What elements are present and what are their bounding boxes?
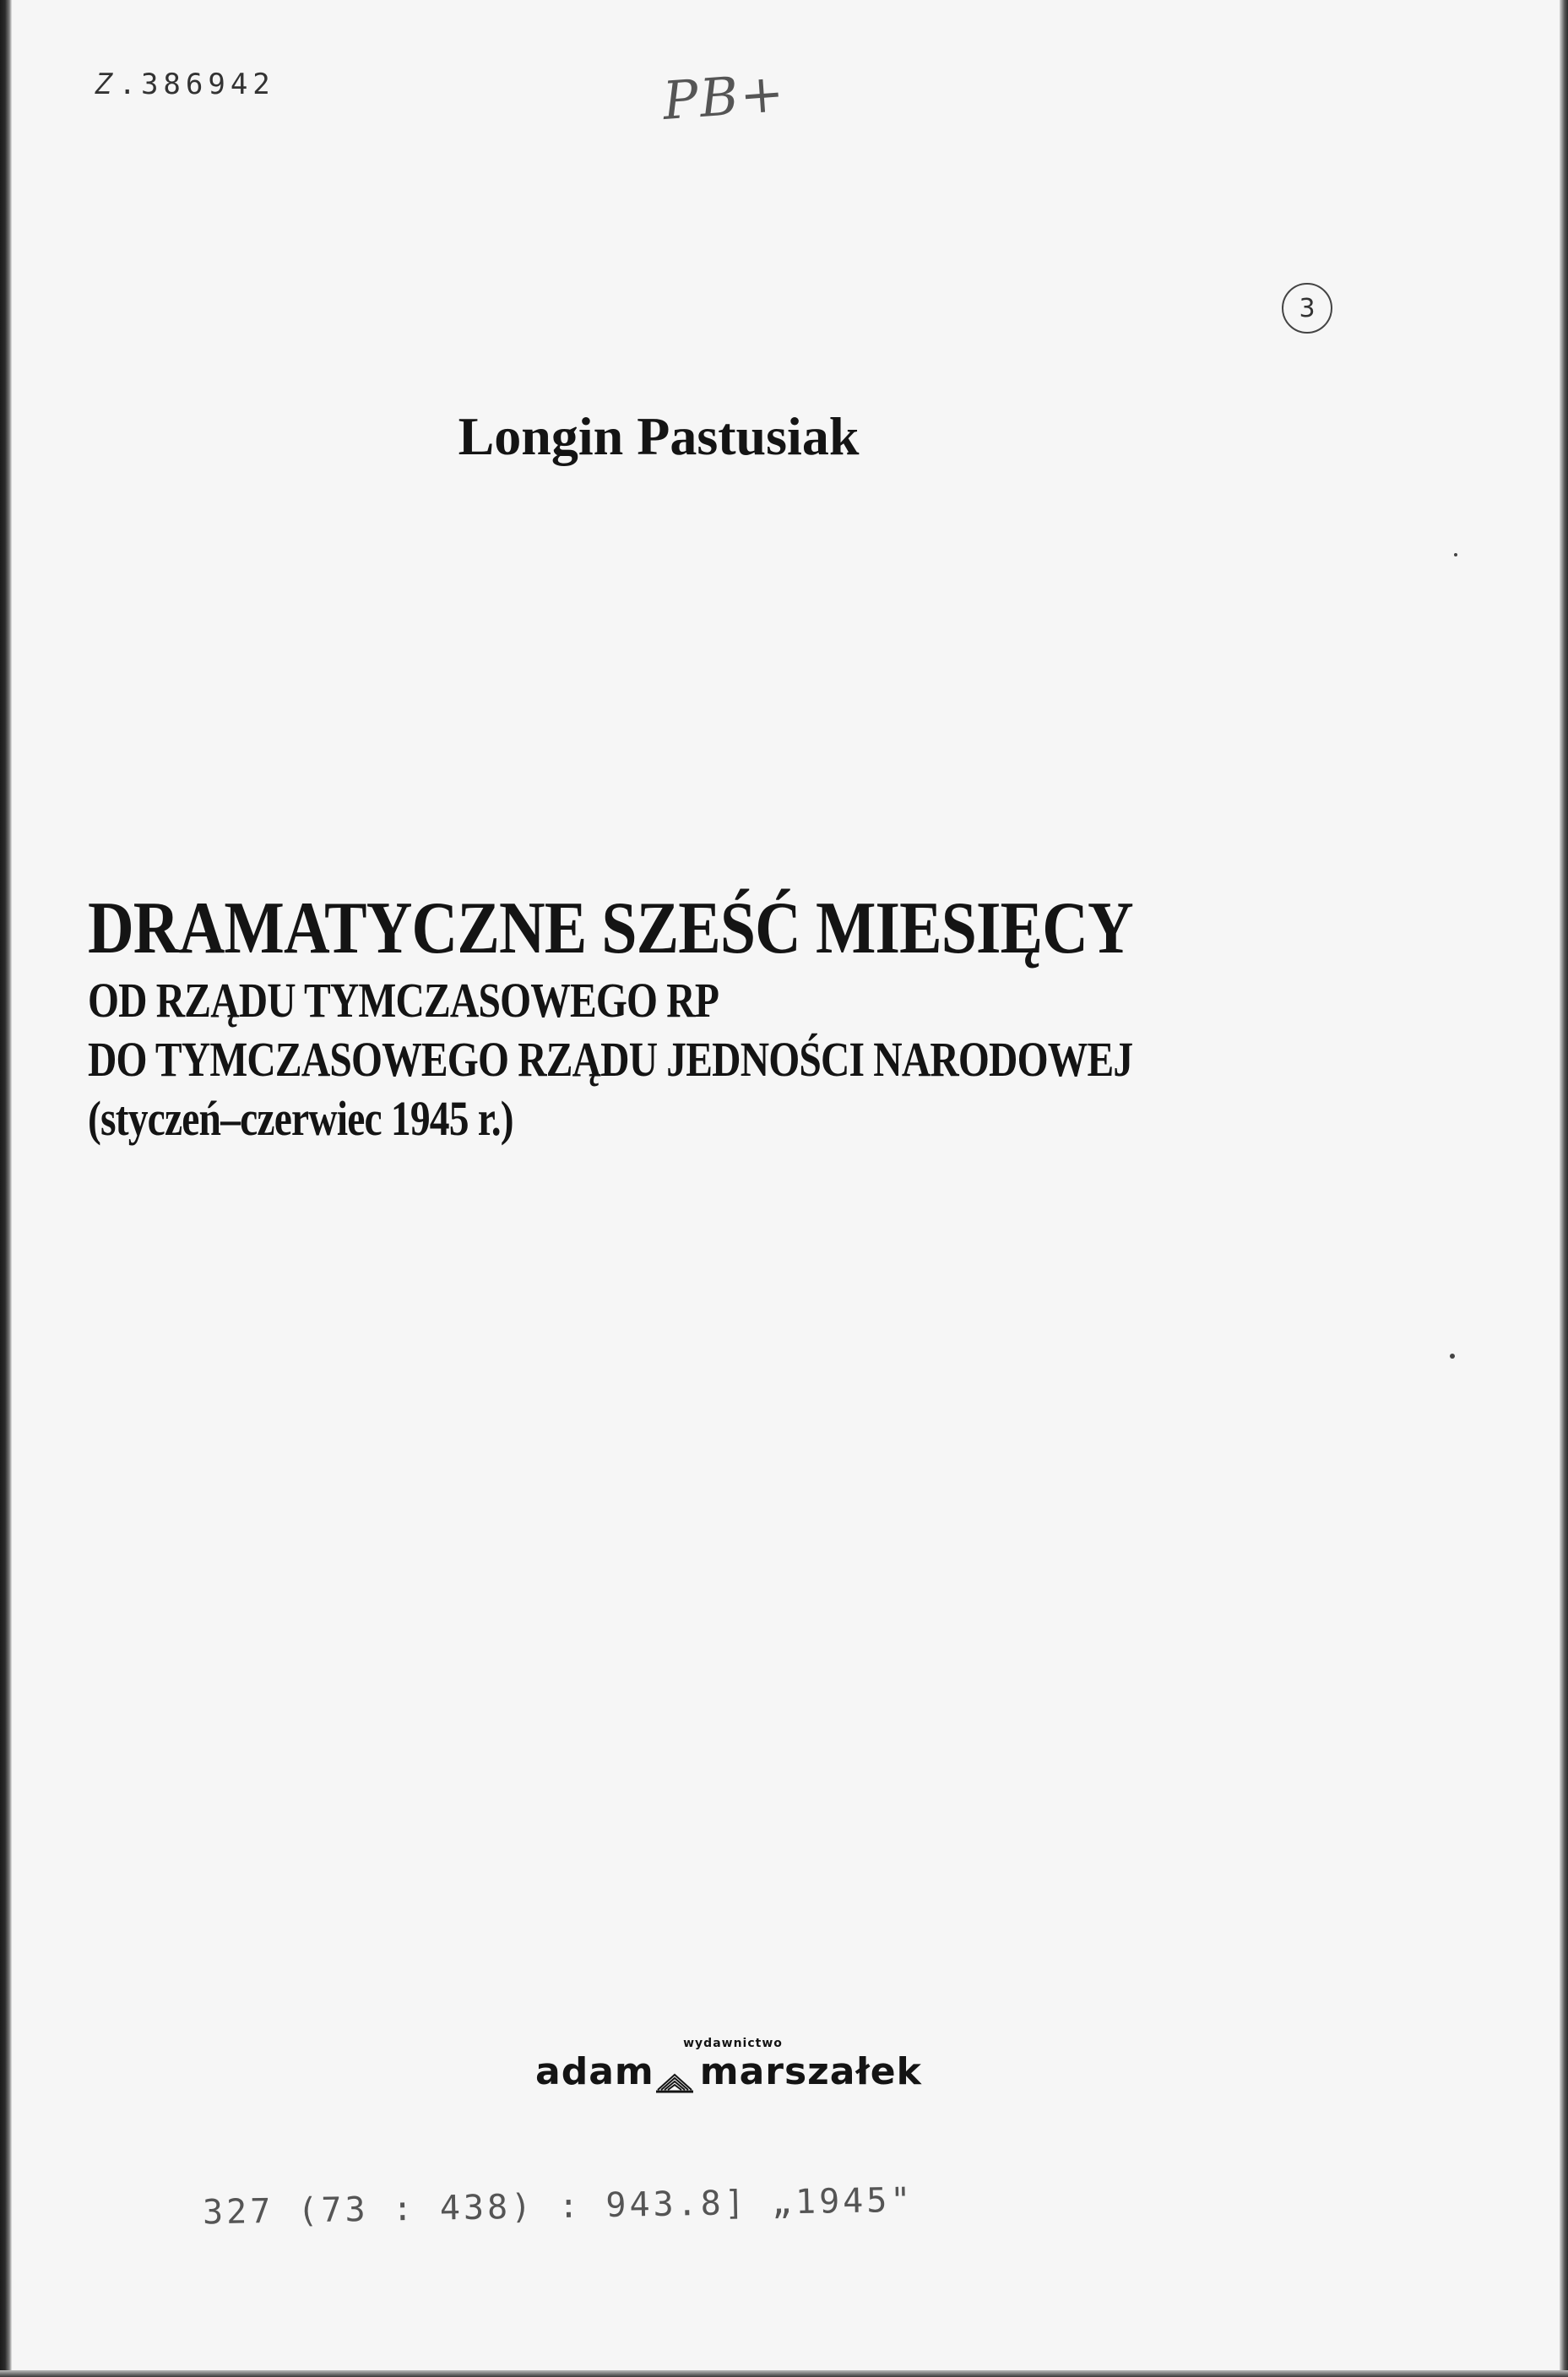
publisher-name-part1: adam [535, 2050, 654, 2093]
scan-bottom-edge [0, 2370, 1568, 2377]
publisher-label: wydawnictwo [683, 2037, 783, 2050]
scan-left-edge [0, 0, 12, 2377]
title-block [88, 887, 1362, 1148]
open-book-icon [656, 2060, 693, 2093]
date-range: (styczeń–czerwiec 1945 r.) [88, 1091, 513, 1146]
author-name: Longin Pastusiak [458, 406, 860, 466]
publisher-name-part2: marszałek [699, 2050, 922, 2093]
scan-speck [1450, 1354, 1455, 1359]
scan-speck [1454, 553, 1457, 556]
handwritten-code: PB+ [660, 62, 788, 132]
publisher-name [535, 2050, 922, 2093]
page-number: 3 [1299, 293, 1316, 323]
subtitle-line-2: DO TYMCZASOWEGO RZĄDU JEDNOŚCI NARODOWEJ [88, 1032, 1133, 1087]
stamp-digits: .386942 [118, 68, 275, 101]
subtitle-line-1: OD RZĄDU TYMCZASOWEGO RP [88, 973, 719, 1028]
publisher-logo [530, 2037, 944, 2104]
classification-number: 327 (73 : 438) : 943.8] „1945" [202, 2180, 914, 2233]
stamp-prefix: Z [90, 68, 121, 101]
library-stamp-number [90, 68, 275, 101]
main-title: DRAMATYCZNE SZEŚĆ MIESIĘCY [88, 887, 1133, 969]
page-number-circle [1282, 283, 1332, 334]
scan-right-edge [1560, 0, 1568, 2377]
